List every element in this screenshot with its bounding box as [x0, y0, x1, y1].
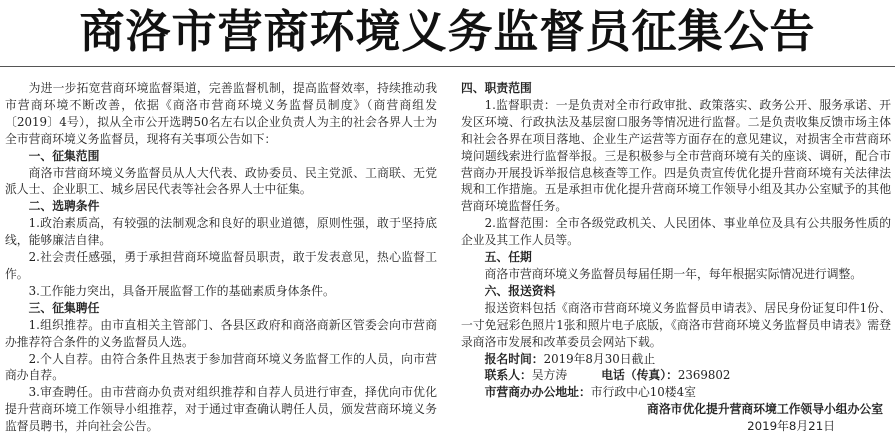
section-duties-heading: 四、职责范围	[461, 81, 532, 95]
section-term-text: 商洛市营商环境义务监督员每届任期一年，每年根据实际情况进行调整。	[484, 266, 863, 281]
title-divider	[0, 66, 895, 67]
right-column	[461, 80, 891, 435]
issue-date: 2019年8月21日	[747, 419, 835, 434]
contact-row	[461, 367, 891, 384]
deadline-label: 报名时间：	[484, 351, 544, 366]
appointment-item-2: 2.个人自荐。由符合条件且热衷于参加营商环境义务监督工作的人员，向市营商办自荐。	[5, 351, 437, 383]
section-conditions-heading: 二、选聘条件	[28, 199, 100, 214]
appointment-item-3: 3.审查聘任。由市营商办负责对组织推荐和自荐人员进行审查，择优向市优化提升营商环境工作领导小组推荐，对于通过审查确认聘任人员，颁发营商环境义务监督员聘书，并向社会公告。	[5, 385, 437, 434]
conditions-item-2: 2.社会责任感强，勇于承担营商环境监督员职责，敢于发表意见，热心监督工作。	[5, 250, 437, 281]
deadline-value: 2019年8月30日截止	[543, 351, 656, 366]
address-label: 市营商办办公地址：	[484, 385, 591, 400]
phone-label: 电话（传真）：	[601, 368, 678, 383]
contact-person-label: 联系人：	[484, 368, 532, 383]
left-column	[5, 80, 437, 435]
section-submission-heading: 六、报送资料	[484, 283, 556, 298]
conditions-item-3: 3.工作能力突出，具备开展监督工作的基础素质身体条件。	[28, 283, 335, 298]
notice-title: 商洛市营商环境义务监督员征集公告	[79, 5, 816, 58]
section-scope-heading: 一、征集范围	[28, 148, 100, 163]
contact-person-value: 吴方涛	[531, 368, 568, 383]
section-appointment-heading: 三、征集聘任	[28, 300, 100, 315]
duties-item-1: 1.监督职责：一是负责对全市行政审批、政策落实、政务公开、服务承诺、开发区环境、行政执法及基层窗口服务等情况进行监督。二是负责收集反馈市场主体和社会各界在项目落地、企业生产运营等方面存在的意见建议，对损害全市营商环境问题线索进行监督举报。三是积极参与全市营商环境有关的座谈、调研，配合市营商办开展投诉举报信息核查等工作。四是负责宣传优化提升营商环境有关法律法规和工作措施。五是承担市优化提升营商环境工作领导小组及其办公室赋予的其他营商环境监督任务。	[461, 97, 891, 214]
duties-item-2: 2.监督范围：全市各级党政机关、人民团体、事业单位及具有公共服务性质的企业及其工作人员等。	[461, 216, 891, 248]
appointment-item-1: 1.组织推荐。由市直相关主管部门、各县区政府和商洛商新区管委会向市营商办推荐符合条件的义务监督员人选。	[5, 317, 437, 349]
deadline-row	[461, 351, 891, 368]
section-term-heading: 五、任期	[484, 250, 532, 265]
phone-value: 2369802	[677, 368, 731, 383]
section-scope-text: 商洛市营商环境义务监督员从人大代表、政协委员、民主党派、工商联、无党派人士、企业职工、城乡居民代表等社会各界人士中征集。	[5, 165, 437, 197]
conditions-item-1: 1.政治素质高，有较强的法制观念和良好的职业道德，原则性强，敢于坚持底线，能够廉洁自律。	[5, 216, 437, 248]
address-value: 市行政中心10楼4室	[590, 385, 696, 400]
issuing-office: 商洛市优化提升营商环境工作领导小组办公室	[647, 402, 883, 417]
section-submission-text: 报送资料包括《商洛市营商环境义务监督员申请表》、居民身份证复印件1份、一寸免冠彩色照片1张和照片电子底版，《商洛市营商环境义务监督员申请表》需登录商洛市发展和改革委员会网站下载。	[461, 300, 891, 349]
intro-paragraph: 为进一步拓宽营商环境监督渠道，完善监督机制，提高监督效率，持续推动我市营商环境不断改善，依据《商洛市营商环境义务监督员制度》（商营商组发〔2019〕4号），拟从全市公开选聘50名左右以企业负责人为主的社会各界人士为全市营商环境义务监督员，现将有关事项公告如下：	[5, 81, 437, 146]
address-row	[461, 384, 891, 401]
